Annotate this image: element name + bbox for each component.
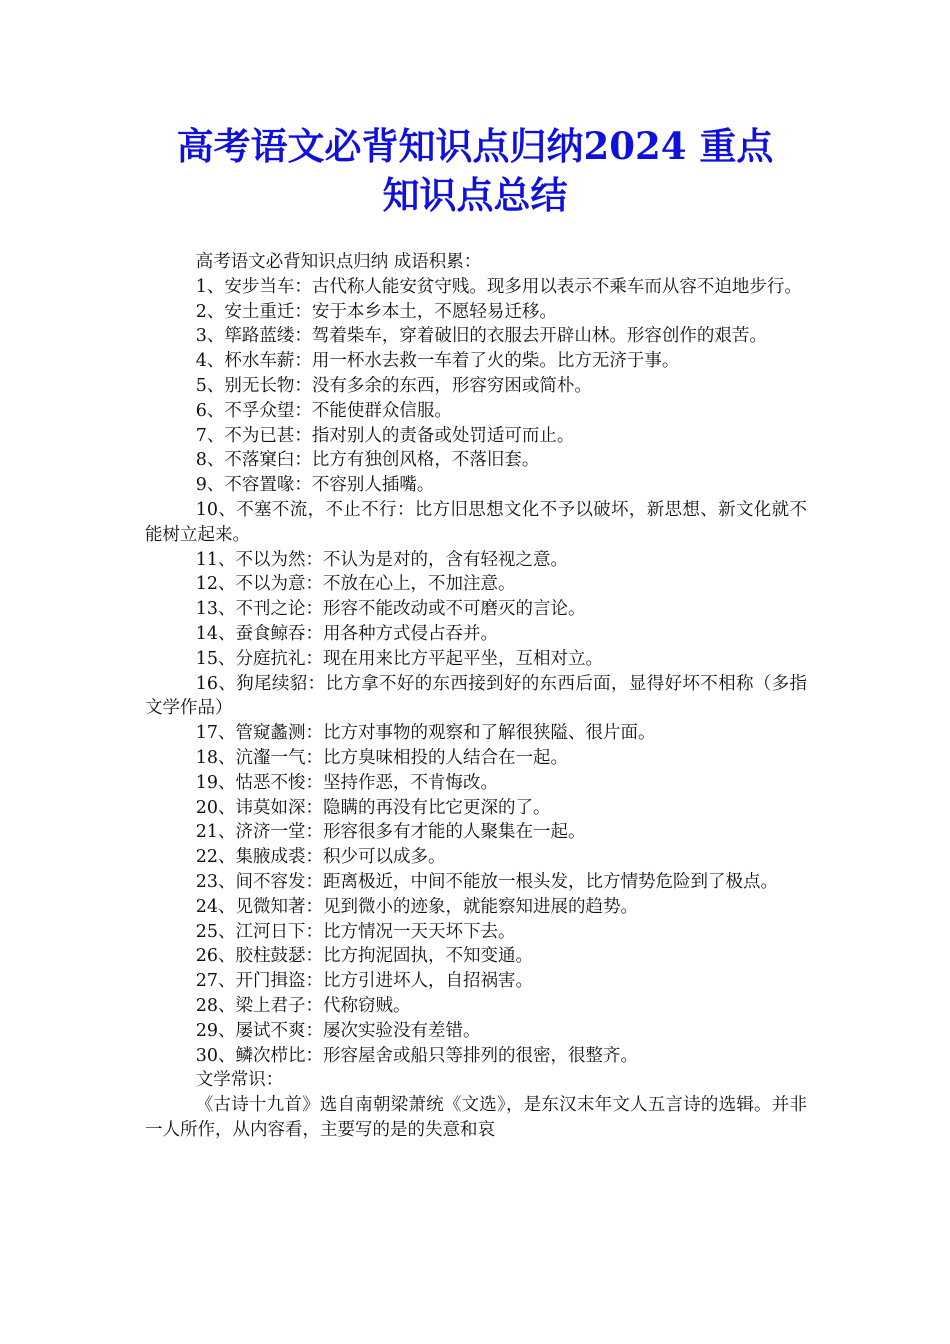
idiom-item: 25、江河日下：比方情况一天天坏下去。 [195, 921, 516, 942]
document-body [145, 250, 807, 1143]
idiom-item: 29、屡试不爽：屡次实验没有差错。 [195, 1020, 481, 1041]
document-title [0, 122, 950, 220]
literature-paragraph: 《古诗十九首》选自南朝梁萧统《文选》，是东汉末年文人五言诗的选辑。并非一人所作，从内容看，主要写的是的失意和哀 [145, 1095, 807, 1140]
idiom-item: 30、鳞次栉比：形容屋舍或船只等排列的很密，很整齐。 [195, 1045, 639, 1066]
idiom-item: 10、不塞不流，不止不行：比方旧思想文化不予以破坏，新思想、新文化就不能树立起来。 [145, 499, 807, 545]
idiom-item: 3、筚路蓝缕：驾着柴车，穿着破旧的衣服去开辟山林。形容创作的艰苦。 [195, 326, 767, 347]
idiom-item: 17、管窥蠡测：比方对事物的观察和了解很狭隘、很片面。 [195, 723, 656, 744]
idiom-item: 4、杯水车薪：用一杯水去救一车着了火的柴。比方无济于事。 [195, 351, 680, 372]
idiom-item: 20、讳莫如深：隐瞒的再没有比它更深的了。 [195, 797, 551, 818]
idiom-item: 8、不落窠臼：比方有独创风格，不落旧套。 [195, 450, 540, 471]
idiom-item: 15、分庭抗礼：现在用来比方平起平坐，互相对立。 [195, 648, 604, 669]
idiom-item: 12、不以为意：不放在心上，不加注意。 [195, 574, 516, 595]
idiom-list [145, 275, 807, 1069]
idiom-item: 23、间不容发：距离极近，中间不能放一根头发，比方情势危险到了极点。 [195, 871, 779, 892]
section-intro: 高考语文必背知识点归纳 成语积累： [195, 252, 482, 272]
idiom-item: 24、见微知著：见到微小的迹象，就能察知进展的趋势。 [195, 896, 639, 917]
idiom-item: 26、胶柱鼓瑟：比方拘泥固执，不知变通。 [195, 946, 534, 967]
idiom-item: 18、沆瀣一气：比方臭味相投的人结合在一起。 [195, 747, 569, 768]
idiom-item: 16、狗尾续貂：比方拿不好的东西接到好的东西后面，显得好坏不相称（多指文学作品） [145, 673, 807, 719]
idiom-item: 7、不为已甚：指对别人的责备或处罚适可而止。 [195, 425, 575, 446]
title-line-1: 高考语文必背知识点归纳2024 重点 [176, 124, 774, 168]
idiom-item: 6、不孚众望：不能使群众信服。 [195, 400, 452, 421]
literature-heading: 文学常识： [195, 1070, 284, 1091]
idiom-item: 14、蚕食鲸吞：用各种方式侵占吞并。 [195, 623, 499, 644]
idiom-item: 11、不以为然：不认为是对的，含有轻视之意。 [195, 549, 569, 570]
idiom-item: 13、不刊之论：形容不能改动或不可磨灭的言论。 [195, 599, 586, 620]
idiom-item: 21、济济一堂：形容很多有才能的人聚集在一起。 [195, 822, 586, 843]
idiom-item: 2、安土重迁：安于本乡本土，不愿轻易迁移。 [195, 301, 557, 322]
idiom-item: 9、不容置喙：不容别人插嘴。 [195, 475, 435, 496]
idiom-item: 28、梁上君子：代称窃贼。 [195, 995, 411, 1016]
idiom-item: 19、怙恶不悛：坚持作恶，不肯悔改。 [195, 772, 499, 793]
idiom-item: 22、集腋成裘：积少可以成多。 [195, 847, 446, 868]
idiom-item: 5、别无长物：没有多余的东西，形容穷困或简朴。 [195, 375, 592, 396]
idiom-item: 1、安步当车：古代称人能安贫守贱。现多用以表示不乘车而从容不迫地步行。 [195, 276, 802, 297]
idiom-item: 27、开门揖盗：比方引进坏人，自招祸害。 [195, 971, 534, 992]
title-line-2: 知识点总结 [382, 173, 568, 217]
